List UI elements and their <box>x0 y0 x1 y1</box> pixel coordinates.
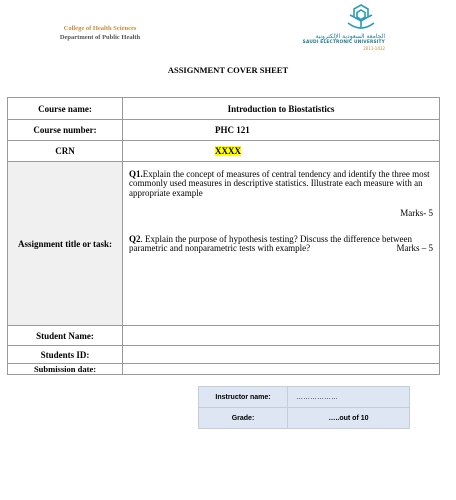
submission-date-label: Submission date: <box>8 364 123 375</box>
document-title: ASSIGNMENT COVER SHEET <box>167 65 289 75</box>
question-1 <box>129 170 433 198</box>
crn-label: CRN <box>8 141 123 162</box>
student-name-field[interactable] <box>123 326 440 346</box>
instructor-row <box>199 387 410 408</box>
university-name-block <box>275 34 385 52</box>
instructor-name-label: Instructor name: <box>199 387 288 408</box>
assignment-task-label: Assignment title or task: <box>8 162 123 326</box>
college-header <box>40 24 160 42</box>
university-founding-year: 2011-1432 <box>363 46 385 51</box>
course-name-row <box>8 98 440 120</box>
university-logo-icon <box>340 3 382 33</box>
question-2-text-a: . Explain the purpose of hypothesis testing? Discuss the difference between <box>140 234 413 245</box>
submission-date-field[interactable] <box>123 364 440 375</box>
college-name: College of Health Sciences <box>63 25 137 32</box>
grade-value: …..out of 10 <box>288 408 410 429</box>
crn-value: XXXX <box>215 146 241 156</box>
grade-row <box>199 408 410 429</box>
assignment-task-content <box>123 162 440 326</box>
instructor-name-value: ……………… <box>288 387 410 408</box>
course-name-label: Course name: <box>8 98 123 120</box>
submission-date-row <box>8 364 440 375</box>
question-2-line-2 <box>129 244 433 253</box>
course-number-value: PHC 121 <box>123 120 440 141</box>
course-name-value: Introduction to Biostatistics <box>123 98 440 120</box>
crn-value-cell <box>123 141 440 162</box>
student-id-row <box>8 346 440 364</box>
question-2-marks: Marks – 5 <box>396 243 433 254</box>
question-1-marks: Marks- 5 <box>400 207 433 218</box>
assignment-task-row <box>8 162 440 326</box>
student-name-label: Student Name: <box>8 326 123 346</box>
student-name-row <box>8 326 440 346</box>
university-name-arabic: الجامعة السعودية الإلكترونية <box>315 33 385 40</box>
course-number-label: Course number: <box>8 120 123 141</box>
student-id-field[interactable] <box>123 346 440 364</box>
university-name-english: SAUDI ELECTRONIC UNIVERSITY <box>302 40 385 45</box>
department-name: Department of Public Health <box>59 34 141 41</box>
cover-sheet-table <box>7 97 440 375</box>
question-2-number: Q2 <box>129 234 141 245</box>
student-id-label: Students ID: <box>8 346 123 364</box>
question-1-number: Q1. <box>129 169 143 179</box>
question-1-text: Explain the concept of measures of central tendency and identify the three most commonly used measures in descriptive statistics. Illustrate each measure with an appropriate example <box>129 169 430 198</box>
grade-box <box>198 386 410 429</box>
question-2-text-b: parametric and nonparametric tests with example? <box>129 243 311 254</box>
grade-label: Grade: <box>199 408 288 429</box>
course-number-row <box>8 120 440 141</box>
crn-row <box>8 141 440 162</box>
